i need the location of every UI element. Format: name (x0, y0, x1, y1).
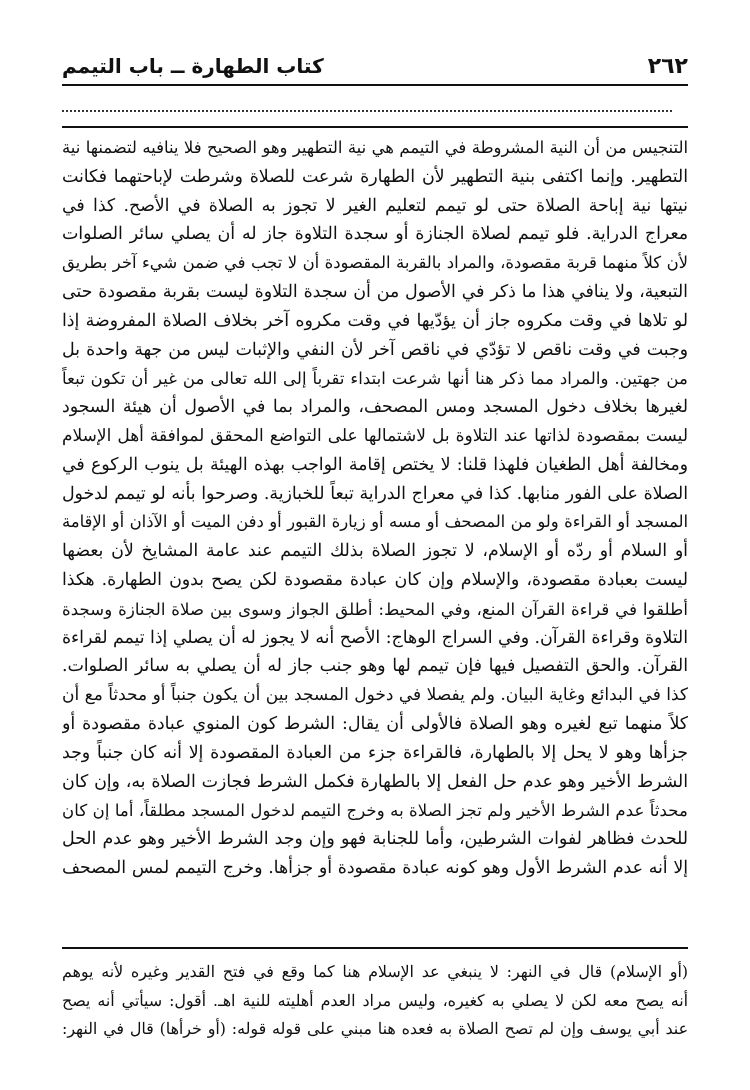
text-line: معراج الدراية. فلو تيمم لصلاة الجنازة أو سجدة التلاوة جاز له أن يصلي سائر الصلوات (62, 224, 688, 245)
main-text (62, 134, 688, 883)
page-number: ٢٦٢ (647, 54, 688, 79)
text-line: التلاوة وقراءة القرآن. وفي السراج الوهاج: الأصح أنه لا يجوز له أن يصلي إذا تيمم لقراءة (62, 627, 688, 648)
text-line: لو تلاها في وقت مكروه جاز أن يؤدّيها في وقت مكروه آخر بخلاف الصلاة المفروضة إذا (62, 310, 688, 331)
footnote-rule (62, 947, 688, 949)
text-line: لأن كلاً منهما قربة مقصودة، والمراد بالقربة المقصودة أن لا تجب في ضمن شيء آخر بطريق (62, 253, 688, 273)
top-rule (62, 126, 688, 128)
running-title: كتاب الطهارة ــ باب التيمم (62, 54, 324, 78)
text-line: وجبت في وقت ناقص لا تؤدّي في ناقص آخر لأن النفي والإثبات ليس من جهة واحدة بل (62, 339, 688, 360)
text-line: التبعية، ولا ينافي هذا ما ذكر في الأصول من أن سجدة التلاوة ليست بقربة مقصودة حتى (62, 281, 688, 302)
text-line: المسجد أو القراءة ولو من المصحف أو مسه أو زيارة القبور أو دفن الميت أو الآذان أو الإقامة (62, 512, 688, 532)
text-line: ومخالفة أهل الطغيان فلهذا قلنا: لا يختص إقامة الواجب بهذه الهيئة بل ينوب الركوع في (62, 454, 688, 475)
text-line: كلاً منهما تبع لغيره وهو الصلاة فالأولى أن يقال: الشرط كون المنوي عبادة مقصودة أو (62, 713, 688, 734)
dotted-separator (62, 96, 672, 112)
text-line: كذا في البدائع وغاية البيان. ولم يفصلا في دخول المسجد بين أن يكون جنباً أو محدثاً مع أن (62, 685, 688, 706)
footnote-line: عند أبي يوسف وإن لم تصح الصلاة به فعده هنا مبني على قوله قوله: (أو خرأها) قال في النهر: (62, 1019, 688, 1038)
header-rule (62, 84, 688, 86)
text-line: ليست بمقصودة لذاتها عند التلاوة بل لاشتمالها على التواضع المحقق لموافقة أهل الإسلام (62, 425, 688, 446)
text-line: من جهتين. والمراد مما ذكر هنا أنها شرعت ابتداء تقرباً إلى الله تعالى من غير أن تكون تبعاً (62, 368, 688, 389)
text-line: أطلقوا في قراءة القرآن المنع، وفي المحيط: أطلق الجواز وسوى بين صلاة الجنازة وسجدة (62, 598, 688, 619)
footnotes (62, 958, 688, 1044)
text-line: التطهير. وإنما اكتفى بنية التطهير لأن الطهارة شرعت للصلاة وشرطت لإباحتهما فكانت (62, 166, 688, 187)
text-line: الشرط الأخير وهو عدم حل الفعل إلا بالطهارة فكمل الشرط فجازت الصلاة به، وإن كان (62, 771, 688, 792)
footnote-line: (أو الإسلام) قال في النهر: لا ينبغي عد الإسلام هنا كما وقع في فتح القدير وغيره لأنه يوهم (62, 962, 688, 981)
text-line: أو السلام أو ردّه أو الإسلام، لا تجوز الصلاة بذلك التيمم عند عامة المشايخ لأن بعضها (62, 541, 688, 562)
text-line: الصلاة على الفور منابها. كذا في معراج الدراية تبعاً للخبازية. وصرحوا بأنه لو تيمم لدخول (62, 483, 688, 504)
footnote-line: أنه يصح معه لكن لا يصلي به كغيره، وليس مراد العدم أهليته للنية اهـ. أقول: سيأتي أنه يصح (62, 990, 688, 1010)
text-line: للحدث فظاهر لفوات الشرطين، وأما للجنابة فهو وإن وجد الشرط الأخير وهو عدم الحل (62, 829, 688, 850)
text-line: ليست بعبادة مقصودة، والإسلام وإن كان عبادة مقصودة لكن يصح بدون الطهارة. هكذا (62, 569, 688, 590)
text-line: جزأها وهو لا يحل إلا بالطهارة، فالقراءة جزء من العبادة المقصودة إلا أنه كان جنباً وجد (62, 742, 688, 763)
text-line: لغيرها بخلاف دخول المسجد ومس المصحف، والمراد بما في الأصول أن هيئة السجود (62, 397, 688, 418)
text-line: التنجيس من أن النية المشروطة في التيمم هي نية التطهير وهو الصحيح فلا ينافيه لتضمنها نية (62, 138, 688, 157)
text-line: القرآن. والحق التفصيل فيها فإن تيمم لها وهو جنب جاز له أن يصلي به سائر الصلوات. (62, 656, 688, 677)
text-line: نيتها نية إباحة الصلاة حتى لو تيمم لتعليم الغير لا تجوز به الصلاة في الأصح. كذا في (62, 195, 688, 216)
page-header (62, 46, 688, 86)
text-line: إلا أنه عدم الشرط الأول وهو كونه عبادة مقصودة أو جزأها. وخرج التيمم لمس المصحف (62, 857, 688, 878)
text-line: محدثاً عدم الشرط الأخير ولم تجز الصلاة به وخرج التيمم لدخول المسجد مطلقاً، أما إن كان (62, 800, 688, 821)
